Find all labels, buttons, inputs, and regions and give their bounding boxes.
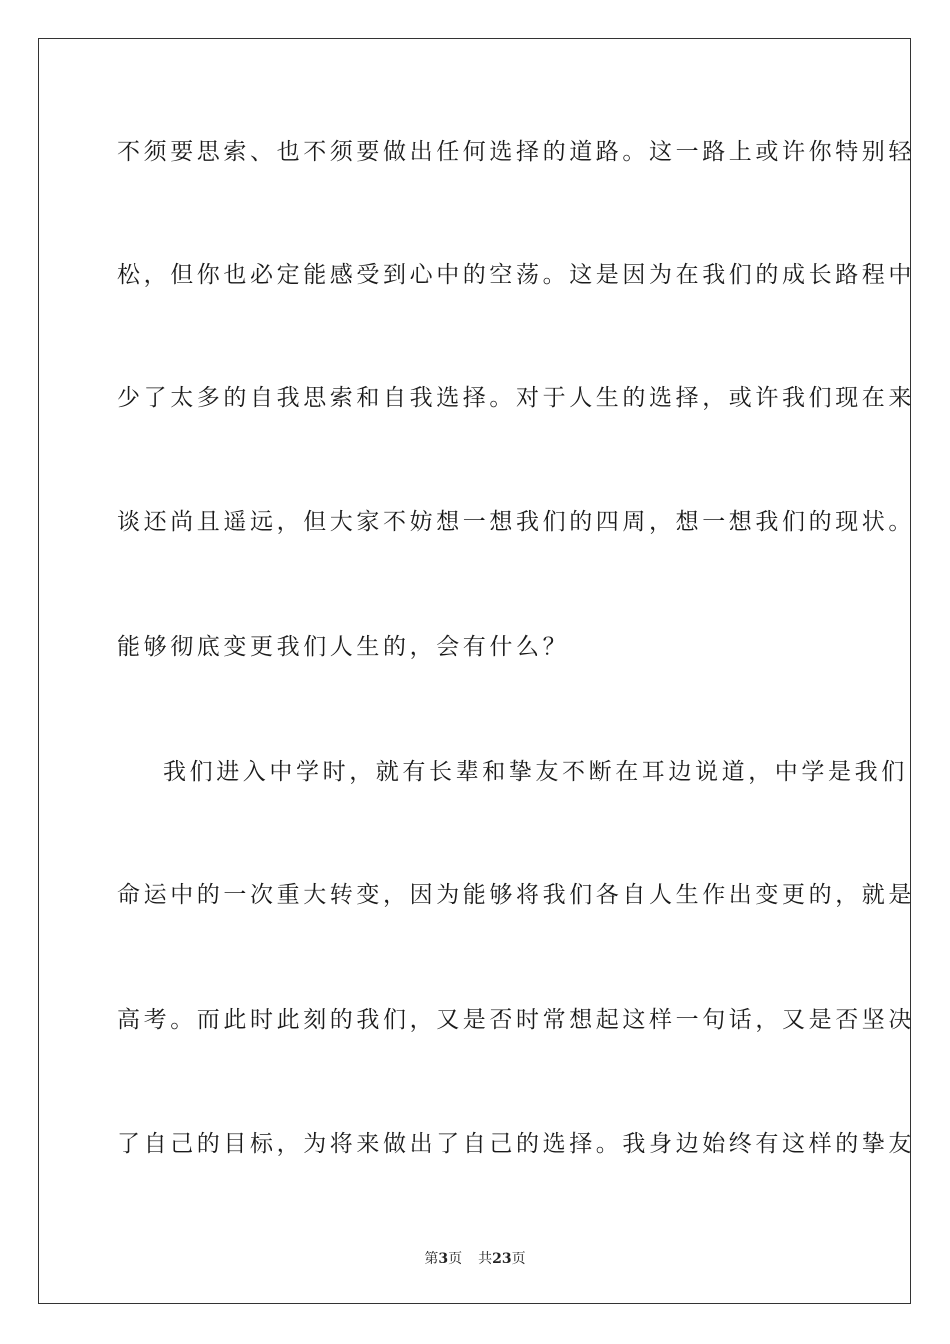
body-text-line: 松，但你也必定能感受到心中的空荡。这是因为在我们的成长路程中 [117,262,915,288]
paragraph-first-line: 我们进入中学时，就有长辈和挚友不断在耳边说道，中学是我们 [163,759,908,785]
body-text-line: 了自己的目标，为将来做出了自己的选择。我身边始终有这样的挚友 [117,1131,915,1157]
page-footer [0,1248,950,1268]
body-text-line: 少了太多的自我思索和自我选择。对于人生的选择，或许我们现在来 [117,385,915,411]
body-text-line: 不须要思索、也不须要做出任何选择的道路。这一路上或许你特别轻 [117,139,915,165]
page-suffix: 页 [448,1251,463,1267]
page-border [38,38,915,1304]
total-pages: 23 [492,1251,512,1267]
body-text-line: 高考。而此时此刻的我们，又是否时常想起这样一句话，又是否坚决 [117,1007,915,1033]
total-suffix: 页 [511,1251,526,1267]
body-text-line: 命运中的一次重大转变，因为能够将我们各自人生作出变更的，就是 [117,882,915,908]
total-prefix: 共 [478,1251,493,1267]
body-text-line: 谈还尚且遥远，但大家不妨想一想我们的四周，想一想我们的现状。 [117,509,915,535]
body-text-line: 能够彻底变更我们人生的，会有什么？ [117,634,570,660]
page-prefix: 第 [424,1251,439,1267]
page-number: 3 [438,1251,449,1267]
